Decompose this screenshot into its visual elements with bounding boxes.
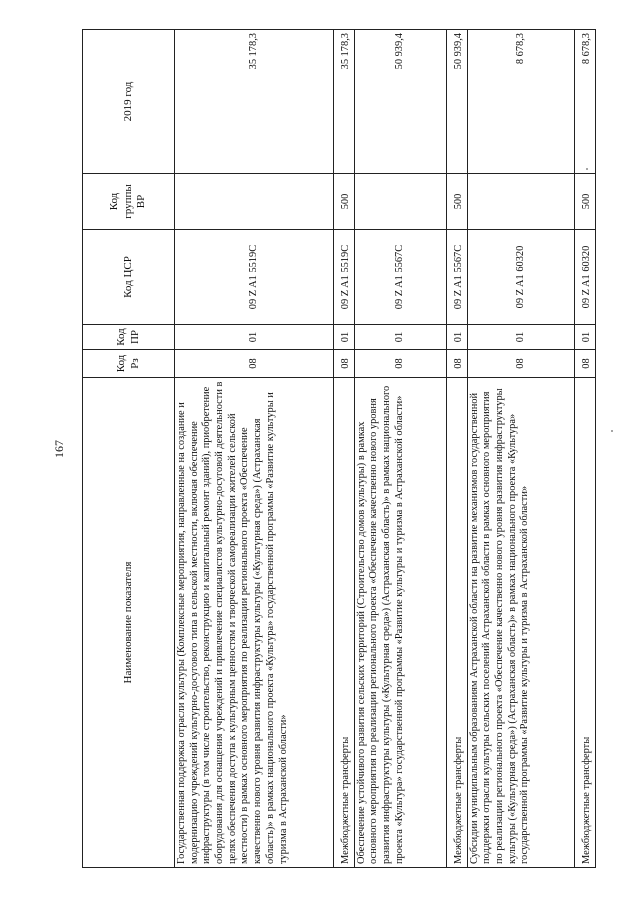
row-vr: 500 [575,174,596,230]
row-pr: 01 [175,325,334,350]
row-pr: 01 [575,325,596,350]
page-number: 167 [52,440,66,458]
rotated-page [38,20,611,878]
row-name: Межбюджетные трансферты [334,378,355,868]
row-rz: 08 [175,350,334,378]
header-year: 2019 год [83,30,175,174]
row-rz: 08 [467,350,575,378]
row-csr: 09 Z A1 60320 [575,230,596,325]
table-row [575,30,596,868]
row-name: Межбюджетные трансферты [575,378,596,868]
row-name: Субсидии муниципальным образованиям Астраханской области на развитие механизмов государственной поддержки отрасли культуры сельских поселений Астраханской области в рамках основного мероприятия по реализации регионального проекта «Обеспечение качественно нового уровня развития инфраструктуры культуры («Культурная среда») (Астраханская область)» в рамках национального проекта «Культура» государственной программы «Развитие культуры и туризма в Астраханской области» [467,378,575,868]
row-csr: 09 Z A1 5519C [175,230,334,325]
row-csr: 09 Z A1 5519C [334,230,355,325]
row-name: Обеспечение устойчивого развития сельских территорий (Строительство домов культуры) в рамках основного мероприятия по реализации регионального проекта «Обеспечение качественно нового уровня развития инфраструктуры культуры («Культурная среда») (Астраханская область)» в рамках национального проекта «Культура» государственной программы «Развитие культуры и туризма в Астраханской области» [354,378,446,868]
row-year: 35 178,3 [175,30,334,174]
table-row [334,30,355,868]
scan-speck [586,168,588,170]
header-rz: Код Рз [83,350,175,378]
row-rz: 08 [334,350,355,378]
budget-table [82,29,596,868]
table-row [467,30,575,868]
row-pr: 01 [467,325,575,350]
row-rz: 08 [447,350,468,378]
scan-speck [611,430,613,432]
table-row [175,30,334,868]
row-pr: 01 [334,325,355,350]
row-vr [175,174,334,230]
header-name: Наименование показателя [83,378,175,868]
row-name: Межбюджетные трансферты [447,378,468,868]
header-pr: Код ПР [83,325,175,350]
header-vr: Код группы ВР [83,174,175,230]
row-vr [354,174,446,230]
row-vr: 500 [447,174,468,230]
row-name: Государственная поддержка отрасли культуры (Комплексные мероприятия, направленные на создание и модернизацию учреждений культурно-досугового типа в сельской местности, включая обеспечение инфраструктуры (в том числе строительство, реконструкцию и капитальный ремонт зданий), приобретение оборудования для оснащения учреждений и привлечение специалистов культурно-досуговой деятельности в целях обеспечения доступа к культурным ценностям и творческой самореализации жителей сельской местности) в рамках основного мероприятия по реализации регионального проекта «Обеспечение качественно нового уровня развития инфраструктуры культуры («Культурная среда») (Астраханская область)» в рамках национального проекта «Культура» государственной программы «Развитие культуры и туризма в Астраханской области» [175,378,334,868]
row-vr: 500 [334,174,355,230]
row-rz: 08 [354,350,446,378]
row-year: 8 678,3 [467,30,575,174]
row-year: 35 178,3 [334,30,355,174]
table-header-row [83,30,175,868]
row-csr: 09 Z A1 60320 [467,230,575,325]
row-year: 50 939,4 [354,30,446,174]
header-csr: Код ЦСР [83,230,175,325]
table-row [447,30,468,868]
row-csr: 09 Z A1 5567C [354,230,446,325]
row-year: 8 678,3 [575,30,596,174]
row-vr [467,174,575,230]
row-rz: 08 [575,350,596,378]
row-pr: 01 [354,325,446,350]
row-csr: 09 Z A1 5567C [447,230,468,325]
table-row [354,30,446,868]
row-pr: 01 [447,325,468,350]
row-year: 50 939,4 [447,30,468,174]
